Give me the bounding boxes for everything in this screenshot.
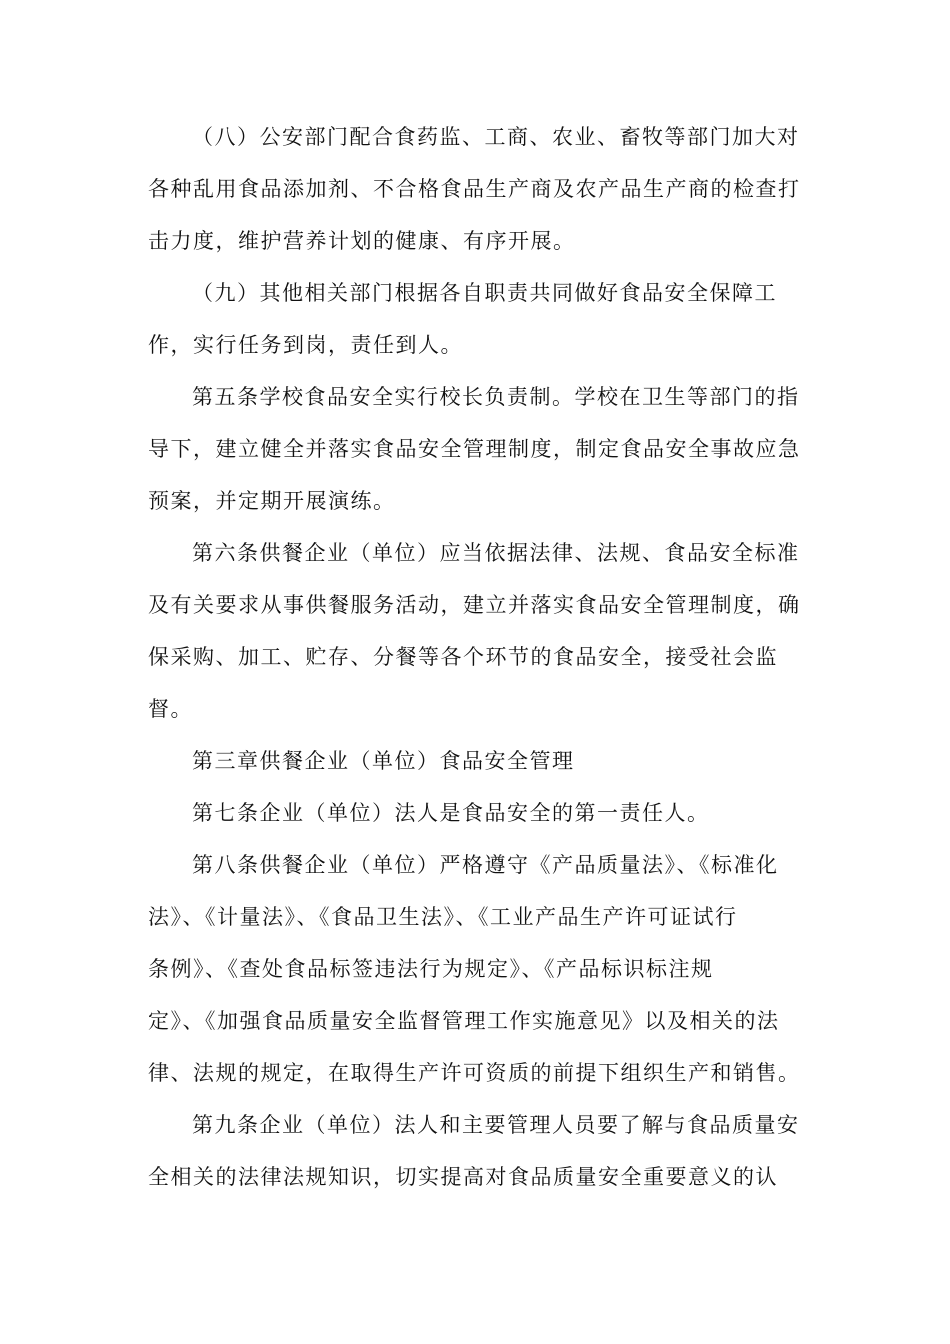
- article-8-line-5: 律、法规的规定，在取得生产许可资质的前提下组织生产和销售。: [148, 1061, 801, 1085]
- article-5-line-2: 导下，建立健全并落实食品安全管理制度，制定食品安全事故应急: [148, 437, 801, 461]
- article-9-line-2: 全相关的法律法规知识，切实提高对食品质量安全重要意义的认: [148, 1165, 778, 1189]
- article-5-line-3: 预案，并定期开展演练。: [148, 489, 396, 513]
- paragraph-8-line-3: 击力度，维护营养计划的健康、有序开展。: [148, 229, 576, 253]
- article-7-line-1: 第七条企业（单位）法人是食品安全的第一责任人。: [192, 801, 710, 825]
- article-8-line-1: 第八条供餐企业（单位）严格遵守《产品质量法》、《标准化: [192, 853, 779, 877]
- article-6-line-2: 及有关要求从事供餐服务活动，建立并落实食品安全管理制度，确: [148, 593, 801, 617]
- article-6-line-4: 督。: [148, 697, 193, 721]
- article-9-line-1: 第九条企业（单位）法人和主要管理人员要了解与食品质量安: [192, 1113, 800, 1137]
- article-6-line-1: 第六条供餐企业（单位）应当依据法律、法规、食品安全标准: [192, 541, 800, 565]
- paragraph-9-line-2: 作，实行任务到岗，责任到人。: [148, 333, 463, 357]
- article-8-line-4: 定》、《加强食品质量安全监督管理工作实施意见》以及相关的法: [148, 1009, 780, 1033]
- chapter-3-heading: 第三章供餐企业（单位）食品安全管理: [192, 749, 575, 773]
- paragraph-8-line-1: （八）公安部门配合食药监、工商、农业、畜牧等部门加大对: [192, 125, 800, 149]
- article-6-line-3: 保采购、加工、贮存、分餐等各个环节的食品安全，接受社会监: [148, 645, 778, 669]
- article-5-line-1: 第五条学校食品安全实行校长负责制。学校在卫生等部门的指: [192, 385, 800, 409]
- article-8-line-3: 条例》、《查处食品标签违法行为规定》、《产品标识标注规: [148, 957, 714, 981]
- article-8-line-2: 法》、《计量法》、《食品卫生法》、《工业产品生产许可证试行: [148, 905, 738, 929]
- paragraph-9-line-1: （九）其他相关部门根据各自职责共同做好食品安全保障工: [192, 281, 777, 305]
- paragraph-8-line-2: 各种乱用食品添加剂、不合格食品生产商及农产品生产商的检查打: [148, 177, 801, 201]
